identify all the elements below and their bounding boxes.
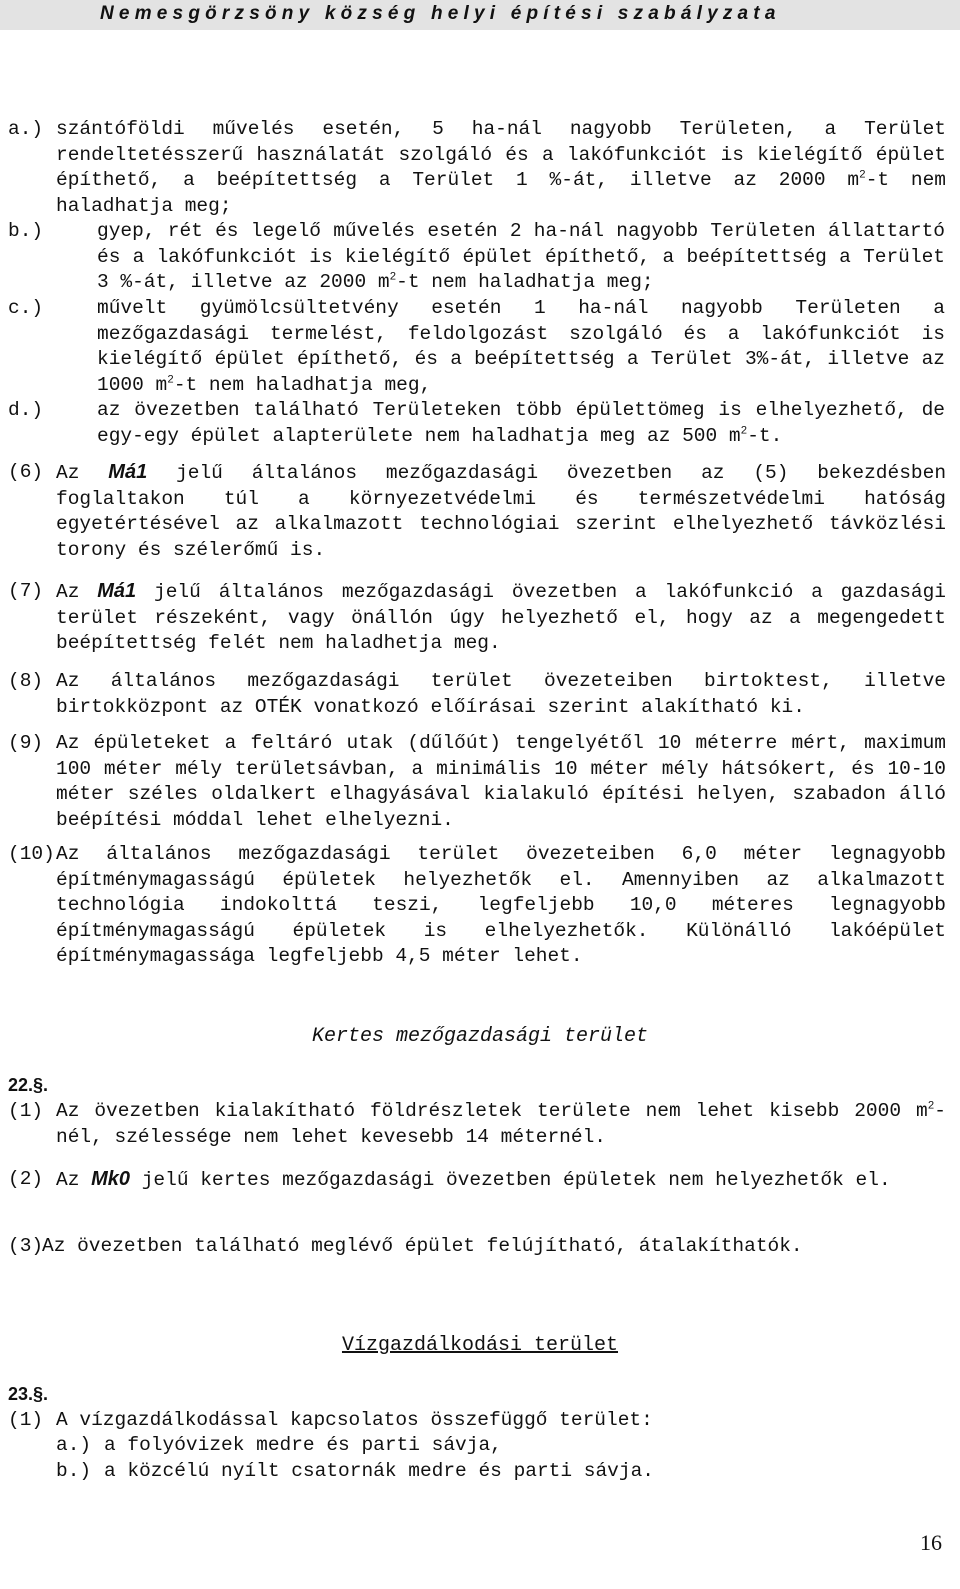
- kertes-paragraph-3: [0, 1234, 960, 1260]
- document-header: [0, 0, 960, 30]
- list-text: a folyóvizek medre és parti sávja,: [104, 1434, 502, 1456]
- paragraph-label: (3): [8, 1235, 44, 1257]
- paragraph-text: Az Má1 jelű általános mezőgazdasági övezetben az (5) bekezdésben foglaltakon túl a környezetvédelmi és természetvédelmi hatóság egyetértésével az alkalmazott technológiai szerint elhelyezhető távközlési torony és szélerőmű is.: [56, 461, 947, 561]
- section-title-kertes: Kertes mezőgazdasági terület: [311, 1025, 649, 1048]
- paragraph-text: Az övezetben található meglévő épület felújítható, átalakíthatók.: [42, 1235, 803, 1257]
- paragraph-text: Az épületeket a feltáró utak (dűlőút) tengelyétől 10 méterre mért, maximum 100 méter mély területsávban, a minimális 10 méter mély hátsókert, és 10-10 méter széles oldalkert elhagyásával kialakuló építési helyen, szabadon álló beépítési móddal lehet elhelyezni.: [56, 732, 946, 831]
- list-label: b.): [8, 220, 44, 242]
- page-number: 16: [920, 1530, 942, 1555]
- paragraph-7: [0, 579, 960, 657]
- kertes-paragraph-1: [0, 1099, 960, 1150]
- paragraph-label: (1): [8, 1100, 44, 1122]
- list-item-d: [0, 398, 960, 449]
- viz-paragraph-1: [0, 1408, 960, 1434]
- zone-code: Mk0: [91, 1168, 131, 1190]
- list-item-c: [0, 296, 960, 398]
- paragraph-10: [0, 842, 960, 970]
- paragraph-label: (7): [8, 580, 44, 602]
- section-number-22: 22.§.: [8, 1075, 49, 1095]
- list-label: c.): [8, 297, 44, 319]
- paragraph-label: (2): [8, 1168, 44, 1190]
- list-label: a.): [56, 1434, 92, 1456]
- paragraph-text: Az övezetben kialakítható földrészletek területe nem lehet kisebb 2000 $m^2$-nél, szélessége nem lehet kevesebb 14 méternél.: [56, 1100, 946, 1148]
- list-text: művelt gyümölcsültetvény esetén 1 ha-nál nagyobb Területen a mezőgazdasági termelést, feldolgozást szolgáló és a lakófunkciót is kielégítő épület építhető, és a beépítettség a Terület 3%-át, illetve az 1000 $m^2-t$ nem haladhatja meg,: [97, 297, 945, 396]
- paragraph-text: Az Má1 jelű általános mezőgazdasági övezetben a lakófunkció a gazdasági terület részeként, vagy önállón úgy helyezhető el, hogy az a megengedett beépítettség felét nem haladhetja meg.: [56, 580, 947, 654]
- kertes-paragraph-2: [0, 1167, 960, 1194]
- paragraph-label: (8): [8, 670, 44, 692]
- header-title: Nemesgörzsöny község helyi építési szabályzata: [100, 3, 781, 24]
- list-item-a: [0, 117, 960, 219]
- paragraph-text: Az általános mezőgazdasági terület övezeteiben 6,0 méter legnagyobb építménymagasságú épületek helyezhetők el. Amennyiben az alkalmazott technológia indokolttá teszi, legfeljebb 10,0 méteres legnagyobb építménymagasságú épületek is elhelyezhetők. Különálló lakóépület építménymagassága legfeljebb 4,5 méter lehet.: [56, 843, 946, 967]
- zone-code: Má1: [97, 580, 137, 602]
- paragraph-9: [0, 731, 960, 833]
- zone-code: Má1: [108, 461, 148, 483]
- paragraph-label: (1): [8, 1409, 44, 1431]
- list-item-b: [0, 219, 960, 296]
- list-text: a közcélú nyílt csatornák medre és parti sávja.: [104, 1460, 654, 1482]
- paragraph-text: Az Mk0 jelű kertes mezőgazdasági övezetben épületek nem helyezhetők el.: [56, 1168, 891, 1191]
- paragraph-8: [0, 669, 960, 720]
- viz-list-item-a: [0, 1433, 960, 1459]
- list-text: gyep, rét és legelő művelés esetén 2 ha-nál nagyobb Területen állattartó és a lakófunkciót is kielégítő épület építhető, a beépítettség a Terület 3 %-át, illetve az 2000 $m^2-t$ nem haladhatja meg;: [97, 220, 945, 293]
- list-label: d.): [8, 399, 44, 421]
- list-label: a.): [8, 118, 44, 140]
- section-title-viz: Vízgazdálkodási terület: [341, 1334, 619, 1357]
- paragraph-label: (9): [8, 732, 44, 754]
- paragraph-6: [0, 460, 960, 563]
- paragraph-text: Az általános mezőgazdasági terület övezeteiben birtoktest, illetve birtokközpont az OTÉK vonatkozó előírásai szerint alakítható ki.: [56, 670, 946, 718]
- paragraph-text: A vízgazdálkodással kapcsolatos összefüggő terület:: [56, 1409, 653, 1431]
- paragraph-label: (10): [8, 843, 55, 865]
- section-number-23: 23.§.: [8, 1384, 49, 1404]
- list-text: szántóföldi művelés esetén, 5 ha-nál nagyobb Területen, a Terület rendeltetésszerű használatát szolgáló és a lakófunkciót is kielégítő épület építhető, a beépítettség a Terület 1 %-át, illetve az 2000 $m^2-t$ nem haladhatja meg;: [56, 118, 946, 217]
- paragraph-label: (6): [8, 461, 44, 483]
- list-text: az övezetben található Területeken több épülettömeg is elhelyezhető, de egy-egy épület alapterülete nem haladhatja meg az 500 $m^2-t$.: [97, 399, 945, 447]
- list-label: b.): [56, 1460, 92, 1482]
- viz-list-item-b: [0, 1459, 960, 1485]
